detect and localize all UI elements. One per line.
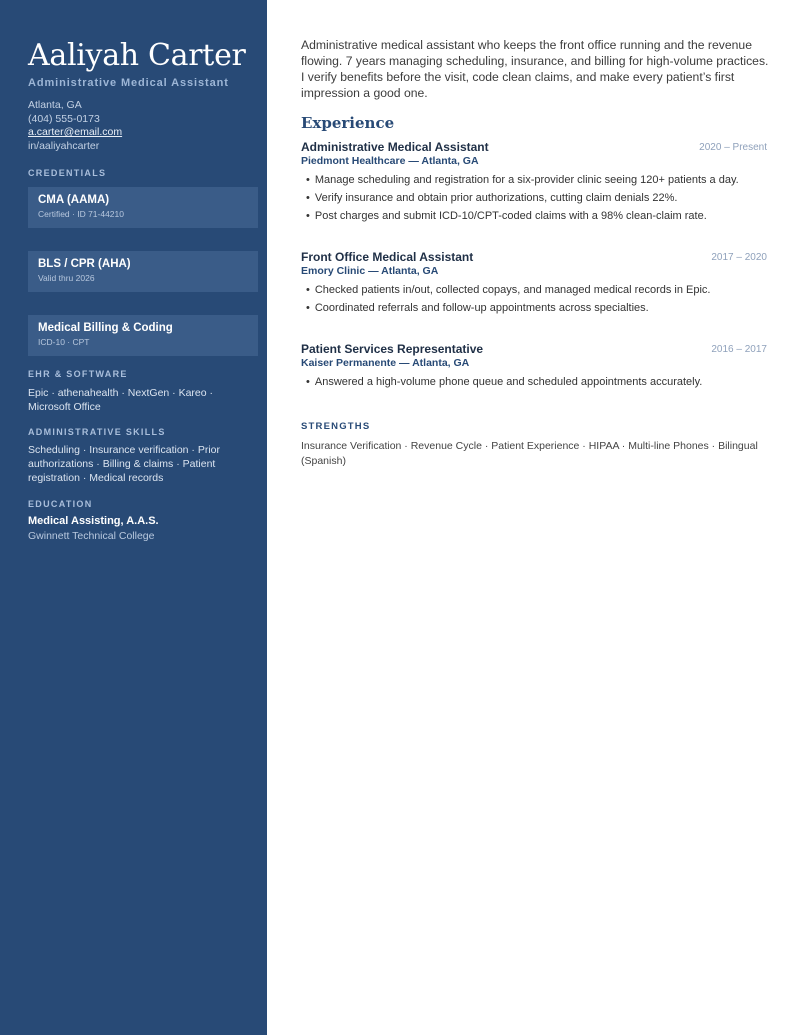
skills-heading: ADMINISTRATIVE SKILLS [28,427,166,437]
credential-card [28,315,258,356]
phone: (404) 555-0173 [28,112,100,125]
job-bullet: • Answered a high-volume phone queue and scheduled appointments accurately. [306,373,766,391]
email-link[interactable]: a.carter@email.com [28,126,123,138]
job-title: Administrative Medical Assistant [301,140,489,154]
job-bullet: • Verify insurance and obtain prior authorizations, cutting claim denials 22%. [306,189,766,207]
credential-detail: Valid thru 2026 [38,273,95,283]
linkedin-handle: in/aaliyahcarter [28,139,100,152]
job-company: Kaiser Permanente — Atlanta, GA [301,357,470,369]
ehr-list: Epic · athenahealth · NextGen · Kareo · Microsoft Office [28,387,214,413]
job-dates: 2020 – Present [699,142,767,153]
credential-title: Medical Billing & Coding [38,322,173,334]
sidebar [0,0,267,1035]
experience-heading: Experience [301,114,395,132]
job-bullet: • Manage scheduling and registration for a six-provider clinic seeing 120+ patients a day. [306,171,766,189]
job-title: Front Office Medical Assistant [301,250,474,264]
ehr-heading: EHR & SOFTWARE [28,369,128,379]
credential-title: CMA (AAMA) [38,194,110,206]
candidate-name: Aaliyah Carter [28,38,246,73]
job-bullet: • Coordinated referrals and follow-up appointments across specialties. [306,299,766,317]
summary-paragraph: Administrative medical assistant who keeps the front office running and the revenue flowing. 7 years managing scheduling, insurance, and billing for high-volume practices. I verify benefits before the visit, code clean claims, and make every patient’s first impression a good one. [301,38,769,100]
skills-list: Scheduling · Insurance verification · Prior authorizations · Billing & claims · Patient registration · Medical records [28,444,221,484]
contact-info [28,99,122,153]
credential-detail: Certified · ID 71-44210 [38,209,124,219]
credential-card [28,251,258,292]
credential-title: BLS / CPR (AHA) [38,258,131,270]
credential-detail: ICD-10 · CPT [38,337,90,347]
job-bullets [306,373,766,391]
credential-card [28,187,258,228]
location: Atlanta, GA [28,99,82,111]
job-company: Emory Clinic — Atlanta, GA [301,265,439,277]
job-dates: 2016 – 2017 [711,344,767,355]
candidate-role: Administrative Medical Assistant [28,77,229,89]
job-bullet: • Post charges and submit ICD-10/CPT-coded claims with a 98% clean-claim rate. [306,207,766,225]
strengths-heading: STRENGTHS [301,421,371,432]
credentials-heading: CREDENTIALS [28,168,107,178]
job-title: Patient Services Representative [301,342,484,356]
job-dates: 2017 – 2020 [711,252,767,263]
job-bullets [306,171,766,225]
job-bullet: • Checked patients in/out, collected copays, and managed medical records in Epic. [306,281,766,299]
education-school: Gwinnett Technical College [28,530,155,542]
job-bullets [306,281,766,317]
education-degree: Medical Assisting, A.A.S. [28,515,159,527]
strengths-list: Insurance Verification · Revenue Cycle · Patient Experience · HIPAA · Multi-line Phones · Bilingual (Spanish) [301,440,758,467]
job-company: Piedmont Healthcare — Atlanta, GA [301,155,479,167]
education-heading: EDUCATION [28,499,93,509]
